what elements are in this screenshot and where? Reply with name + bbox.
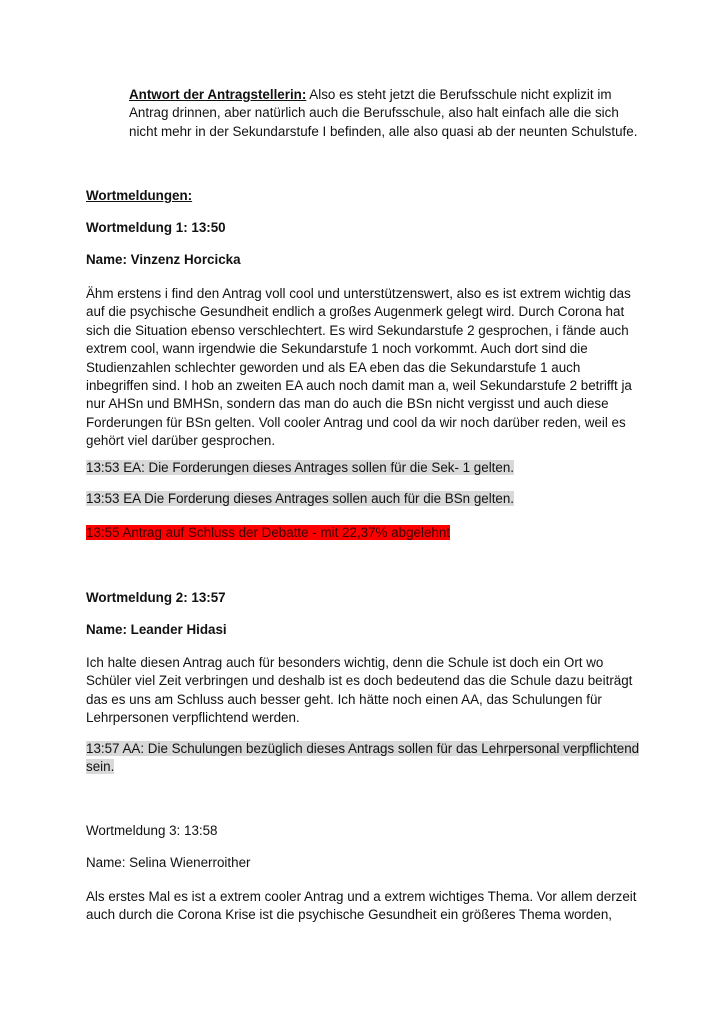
speech-2-aa [86,740,642,777]
speech-1-ea-1-text: 13:53 EA: Die Forderungen dieses Antrages sollen für die Sek- 1 gelten. [86,460,515,475]
speech-3-text: Als erstes Mal es ist a extrem cooler Antrag und a extrem wichtiges Thema. Vor allem derzeit auch durch die Corona Krise ist die psychische Gesundheit ein größeres Thema worden, [86,889,637,923]
speech-3-name: Name: Selina Wienerroither [86,855,251,870]
speech-2-title: Wortmeldung 2: 13:57 [86,590,226,605]
applicant-answer-text: Also es steht jetzt die Berufsschule nicht explizit im Antrag drinnen, aber natürlich auch die Berufsschule, also halt einfach alle die sich nicht mehr in der Sekundarstufe I befinden, alle also quasi ab der neunten Schulstufe. [129,87,638,139]
speech-1-motion-text: 13:55 Antrag auf Schluss der Debatte - mit 22,37% abgelehnt [86,525,451,540]
speech-1-name: Name: Vinzenz Horcicka [86,252,241,267]
applicant-answer-label: Antwort der Antragstellerin: [129,87,307,102]
speech-2-text: Ich halte diesen Antrag auch für besonders wichtig, denn die Schule ist doch ein Ort wo Schüler viel Zeit verbringen und deshalb ist es doch bedeutend das die Schule dazu beiträgt das es uns am Schluss auch besser geht. Ich hätte noch einen AA, das Schulungen für Lehrpersonen verpflichtend werden. [86,655,633,726]
speech-1-ea-2-text: 13:53 EA Die Forderung dieses Antrages sollen auch für die BSn gelten. [86,491,515,506]
speech-1-motion [86,524,642,542]
speech-2-aa-text: 13:57 AA: Die Schulungen bezüglich dieses Antrags sollen für das Lehrpersonal verpflichtend sein. [86,741,640,775]
speech-3-title: Wortmeldung 3: 13:58 [86,823,218,838]
speeches-heading: Wortmeldungen: [86,188,193,203]
speech-1-ea-1 [86,459,642,477]
speech-2-name: Name: Leander Hidasi [86,622,227,637]
speech-1-text: Ähm erstens i find den Antrag voll cool und unterstützenswert, also es ist extrem wichtig das auf die psychische Gesundheit endlich a großes Augenmerk gelegt wird. Durch Corona hat sich die Situation ebenso verschlechtert. Es wird Sekundarstufe 2 gesprochen, i fände auch extrem cool, wann irgendwie die Sekundarstufe 1 noch vorkommt. Auch dort sind die Studienzahlen schlechter geworden und als EA eben das die Sekundarstufe 1 auch inbegriffen sind. I hob an zweiten EA auch noch damit man a, weil Sekundarstufe 2 betrifft ja nur AHSn und BMHSn, sondern das man do auch die BSn nicht vergisst und auch diese Forderungen für BSn gelten. Voll cooler Antrag und cool da wir noch darüber reden, weil es gehört viel darüber gesprochen. [86,286,632,449]
speech-1-ea-2 [86,490,642,508]
applicant-answer-paragraph [129,86,644,141]
speech-1-title: Wortmeldung 1: 13:50 [86,220,226,235]
